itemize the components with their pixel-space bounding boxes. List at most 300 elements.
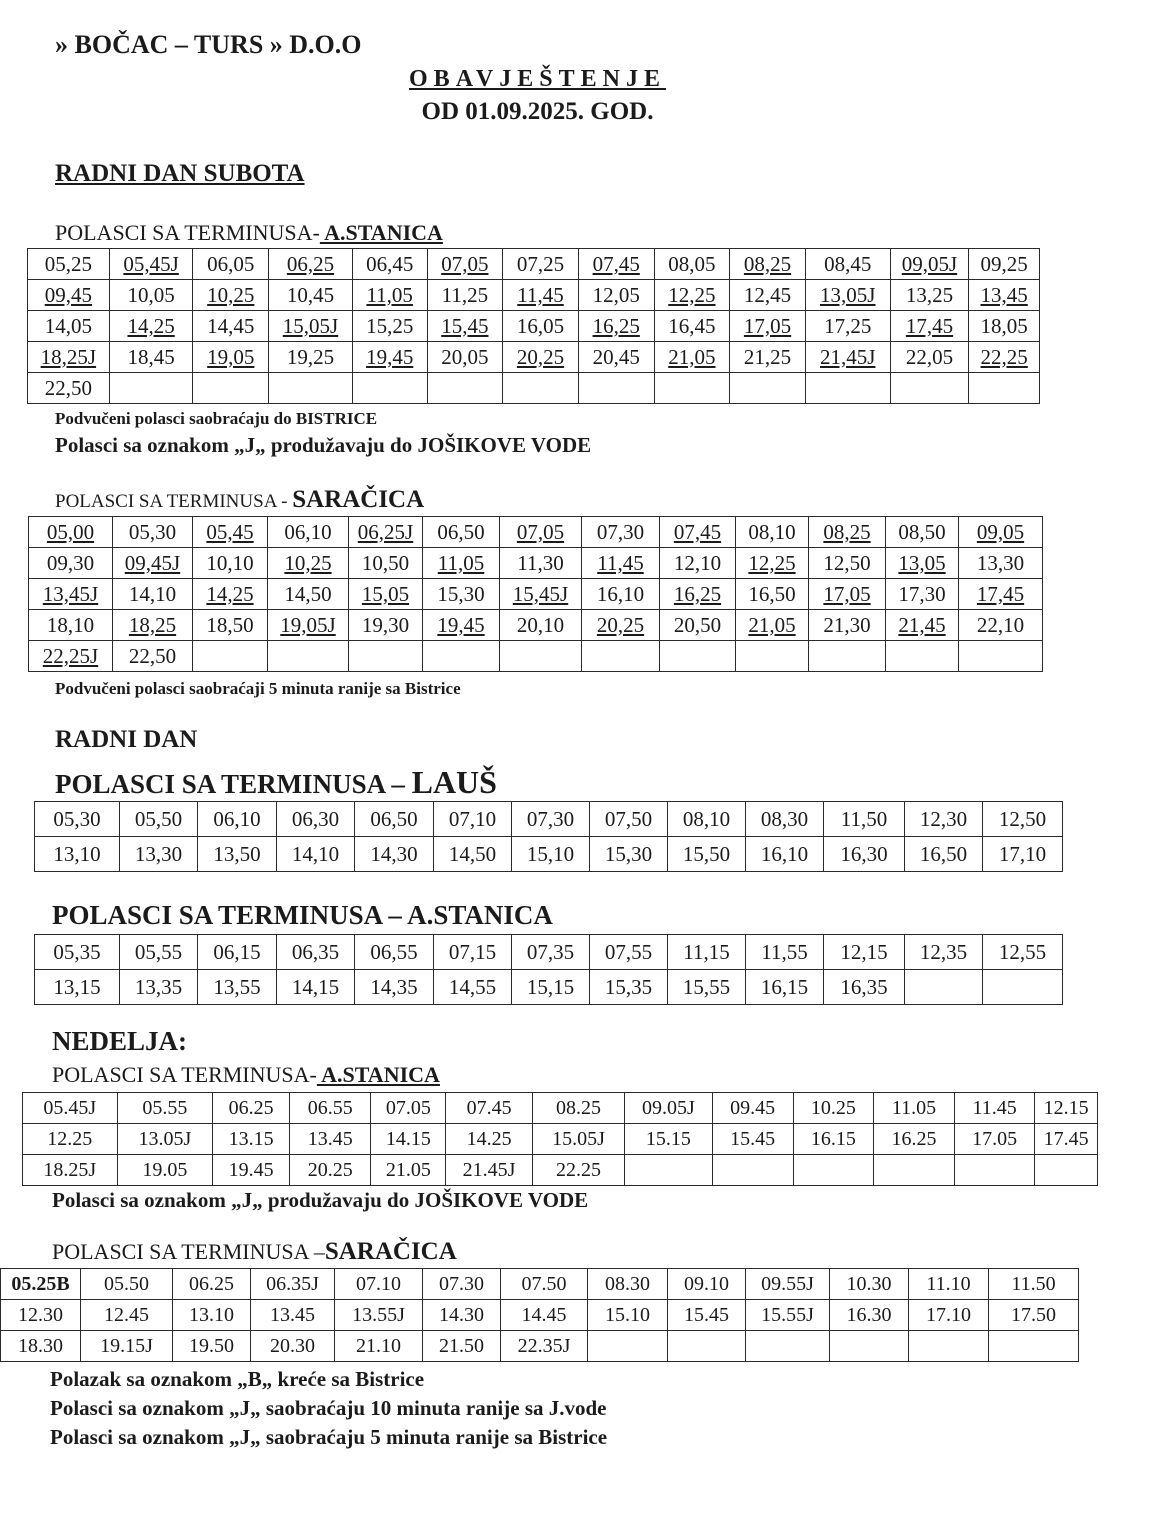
departure-time: 12.45 (104, 1303, 149, 1326)
departure-time-cell (588, 1331, 668, 1362)
timetable-saturday-saracica (28, 516, 1043, 672)
departure-time: 20.30 (270, 1334, 315, 1357)
departure-time: 09,30 (46, 550, 95, 575)
departure-time: 11.45 (972, 1096, 1017, 1119)
departure-time: 21,05 (748, 612, 796, 637)
departure-time: 16,10 (760, 841, 809, 866)
departure-time: 17.10 (926, 1303, 971, 1326)
departure-time-cell (824, 970, 905, 1005)
departure-time: 11,05 (366, 282, 413, 307)
departure-time: 18.25J (43, 1158, 97, 1181)
departure-time-cell (352, 342, 427, 373)
departure-time-cell (809, 641, 886, 672)
departure-time-cell (989, 1331, 1079, 1362)
section-heading-saturday: RADNI DAN SUBOTA (55, 160, 305, 187)
departure-time: 13.15 (228, 1127, 274, 1150)
departure-time: 07.05 (385, 1096, 431, 1119)
departure-time-cell (251, 1269, 335, 1300)
departure-time: 14,30 (370, 841, 418, 866)
departure-time-cell (736, 579, 809, 610)
departure-time: 13,45J (42, 581, 99, 606)
departure-time-cell (805, 342, 890, 373)
departure-time-cell (109, 249, 193, 280)
departure-time-cell (268, 579, 349, 610)
departure-time: 17,45 (976, 581, 1025, 606)
departure-time-cell (668, 970, 746, 1005)
departure-time-cell (113, 579, 193, 610)
departure-time-cell (193, 610, 268, 641)
departure-time-cell (668, 837, 746, 872)
departure-time-cell (959, 641, 1043, 672)
departure-time-cell (512, 970, 590, 1005)
timetable-workday-laus (34, 801, 1063, 872)
departure-time-cell (35, 970, 120, 1005)
departure-time: 05,00 (46, 519, 95, 544)
departure-time-cell (434, 935, 512, 970)
departure-time: 13,35 (134, 974, 183, 999)
timetable-row (35, 837, 1063, 872)
departure-time: 08,45 (824, 251, 872, 276)
departure-time: 06,55 (370, 939, 418, 964)
departure-time-cell (512, 837, 590, 872)
departure-time: 12,35 (919, 939, 968, 964)
departure-time: 20,10 (516, 612, 565, 637)
departure-time: 06,05 (207, 251, 255, 276)
departure-time-cell (277, 837, 355, 872)
departure-time: 12.30 (18, 1303, 63, 1326)
departure-time-cell (730, 373, 806, 404)
departure-time: 14,50 (448, 841, 497, 866)
departure-time-cell (427, 249, 503, 280)
departure-time: 21,45J (820, 344, 876, 369)
company-name: » BOČAC – TURS » D.O.O (55, 30, 362, 59)
departure-time: 21,25 (743, 344, 792, 369)
departure-time-cell (113, 517, 193, 548)
departure-time-cell (959, 610, 1043, 641)
departure-time: 13,30 (976, 550, 1025, 575)
timetable-row (28, 280, 1040, 311)
departure-time-cell (625, 1093, 712, 1124)
departure-time: 10,25 (284, 550, 332, 575)
departure-time-cell (746, 1331, 830, 1362)
timetable-row (29, 579, 1043, 610)
departure-time: 18,45 (127, 344, 175, 369)
departure-time: 10,05 (127, 282, 175, 307)
departure-time-cell (290, 1124, 371, 1155)
departure-time: 11,25 (441, 282, 489, 307)
departure-time-cell (736, 641, 809, 672)
departure-time-cell (654, 249, 730, 280)
departure-time: 16,10 (596, 581, 645, 606)
timetable-workday-astanica (34, 934, 1063, 1005)
departure-time-cell (193, 280, 269, 311)
departure-time-cell (434, 970, 512, 1005)
departure-time-cell (268, 641, 349, 672)
departure-time-cell (35, 802, 120, 837)
departure-time-cell (905, 935, 983, 970)
departure-time: 13.10 (189, 1303, 234, 1326)
departure-time-cell (532, 1093, 624, 1124)
departure-time-cell (590, 802, 668, 837)
departure-time-cell (349, 548, 423, 579)
departure-time-cell (989, 1300, 1079, 1331)
departure-time: 14.45 (521, 1303, 567, 1326)
departure-time: 19,45 (366, 344, 414, 369)
departure-time: 22,25J (42, 643, 99, 668)
departure-time: 09.10 (684, 1272, 729, 1295)
departure-time: 06,45 (366, 251, 414, 276)
departure-time-cell (909, 1331, 989, 1362)
departure-time-cell (113, 610, 193, 641)
departure-time-cell (746, 935, 824, 970)
departure-time-cell (578, 342, 654, 373)
departure-time: 10,45 (286, 282, 335, 307)
departure-time-cell (198, 802, 277, 837)
departure-time-cell (109, 342, 193, 373)
departure-time-cell (434, 802, 512, 837)
departure-time-cell (173, 1300, 251, 1331)
departure-time: 14,35 (370, 974, 418, 999)
departure-time: 11,05 (437, 550, 485, 575)
departure-time-cell (625, 1124, 712, 1155)
departure-time-cell (955, 1155, 1035, 1186)
departure-time: 08,25 (823, 519, 871, 544)
timetable-row (23, 1093, 1098, 1124)
departure-time: 11,55 (761, 939, 808, 964)
departure-time: 18,10 (46, 612, 95, 637)
departure-time: 13,55 (213, 974, 261, 999)
departure-time-cell (427, 311, 503, 342)
departure-time-cell (1, 1269, 81, 1300)
departure-time: 12,15 (840, 939, 888, 964)
departure-time: 14,25 (206, 581, 254, 606)
departure-time-cell (809, 517, 886, 548)
departure-time-cell (423, 1269, 501, 1300)
departure-time-cell (959, 548, 1043, 579)
departure-time: 12.15 (1043, 1096, 1089, 1119)
departure-time: 14.30 (439, 1303, 484, 1326)
departure-time-cell (434, 837, 512, 872)
departure-time-cell (1035, 1093, 1098, 1124)
departure-time-cell (28, 342, 110, 373)
departure-time-cell (120, 802, 198, 837)
departure-time: 20,25 (596, 612, 645, 637)
departure-time-cell (746, 970, 824, 1005)
departure-time-cell (503, 342, 579, 373)
departure-time-cell (117, 1155, 213, 1186)
departure-time-cell (268, 548, 349, 579)
departure-time: 21,45 (898, 612, 946, 637)
departure-time: 13,25 (905, 282, 954, 307)
departure-time: 19.45 (228, 1158, 274, 1181)
departure-time-cell (805, 373, 890, 404)
departure-time-cell (113, 641, 193, 672)
departure-time: 20,45 (592, 344, 640, 369)
departure-time-cell (268, 610, 349, 641)
departure-time-cell (427, 342, 503, 373)
departure-time: 14,25 (127, 313, 175, 338)
departure-time-cell (29, 610, 113, 641)
departure-time: 20,25 (516, 344, 565, 369)
departure-time: 12,45 (743, 282, 792, 307)
departure-time: 14,15 (291, 974, 340, 999)
departure-time: 08,30 (760, 806, 809, 831)
departure-time-cell (335, 1269, 423, 1300)
note-b-bistrica: Polazak sa oznakom „B„ kreće sa Bistrice (50, 1367, 425, 1391)
departure-time: 07,30 (596, 519, 645, 544)
departure-time: 06,25J (357, 519, 414, 544)
departure-time-cell (349, 610, 423, 641)
departure-time: 17,45 (905, 313, 954, 338)
departure-time: 05,35 (53, 939, 101, 964)
departure-time: 13,05J (820, 282, 876, 307)
departure-time: 22.35J (517, 1334, 571, 1357)
departure-time: 10.25 (810, 1096, 856, 1119)
departure-time-cell (335, 1331, 423, 1362)
departure-time-cell (890, 373, 969, 404)
departure-time-cell (500, 548, 582, 579)
departure-time-cell (578, 249, 654, 280)
departure-time-cell (824, 935, 905, 970)
departure-time-cell (654, 311, 730, 342)
departure-time: 19.15J (100, 1334, 153, 1357)
departure-time: 12,05 (592, 282, 640, 307)
departure-time-cell (668, 1331, 746, 1362)
departure-time-cell (886, 610, 959, 641)
departure-time-cell (117, 1124, 213, 1155)
departure-time-cell (193, 373, 269, 404)
departure-time-cell (500, 641, 582, 672)
departure-time-cell (423, 548, 500, 579)
departure-time: 15.15 (645, 1127, 691, 1150)
departure-time-cell (730, 342, 806, 373)
departure-time: 16,50 (748, 581, 796, 606)
departure-time-cell (352, 373, 427, 404)
departure-time-cell (582, 517, 660, 548)
departure-time: 09,05J (901, 251, 958, 276)
departure-time-cell (959, 579, 1043, 610)
departure-time-cell (809, 610, 886, 641)
departure-time-cell (269, 280, 353, 311)
notice-date: OD 01.09.2025. GOD. (421, 98, 654, 125)
departure-time: 09,05 (976, 519, 1025, 544)
departure-time-cell (746, 1300, 830, 1331)
departure-time: 18,25 (128, 612, 177, 637)
departure-time: 22,05 (905, 344, 954, 369)
departure-time: 07.45 (466, 1096, 512, 1119)
departure-time: 07.30 (439, 1272, 484, 1295)
departure-time: 21.45J (462, 1158, 516, 1181)
departure-time-cell (355, 935, 434, 970)
departure-time: 12.25 (47, 1127, 93, 1150)
departure-time: 11.10 (926, 1272, 971, 1295)
departure-time-cell (355, 970, 434, 1005)
departure-time: 05,25 (44, 251, 92, 276)
departure-time-cell (1, 1331, 81, 1362)
departure-time: 15.45 (684, 1303, 729, 1326)
departure-time-cell (805, 311, 890, 342)
departure-time: 15.45 (730, 1127, 776, 1150)
departure-time-cell (730, 249, 806, 280)
departure-time: 14.25 (466, 1127, 512, 1150)
departure-time: 08,05 (668, 251, 716, 276)
departure-time-cell (501, 1300, 588, 1331)
departure-time-cell (654, 342, 730, 373)
sunday-note-j-josikova-voda: Polasci sa oznakom „J„ produžavaju do JOŠIKOVE VODE (52, 1188, 589, 1212)
departure-time-cell (269, 249, 353, 280)
departure-time-cell (1, 1300, 81, 1331)
departure-time-cell (213, 1093, 290, 1124)
departure-time-cell (352, 249, 427, 280)
departure-time-cell (423, 1300, 501, 1331)
note-j-10min-jvode: Polasci sa oznakom „J„ saobraćaju 10 minuta ranije sa J.vode (50, 1396, 607, 1420)
departure-time: 16,25 (673, 581, 722, 606)
departure-time-cell (890, 342, 969, 373)
departure-time: 22,50 (128, 643, 177, 668)
departure-time-cell (793, 1093, 873, 1124)
departure-time: 05,45 (206, 519, 254, 544)
departure-time-cell (120, 970, 198, 1005)
departure-time: 12,25 (748, 550, 796, 575)
departure-time: 15,45 (441, 313, 489, 338)
departure-time: 09,45 (44, 282, 92, 307)
departure-time: 07,05 (441, 251, 489, 276)
departure-time-cell (501, 1331, 588, 1362)
departure-time-cell (335, 1300, 423, 1331)
departure-time-cell (905, 970, 983, 1005)
departure-time-cell (969, 280, 1040, 311)
departure-time: 16,50 (919, 841, 968, 866)
departure-time: 17,25 (824, 313, 872, 338)
departure-time-cell (28, 373, 110, 404)
departure-time-cell (668, 802, 746, 837)
departure-time-cell (1035, 1155, 1098, 1186)
departure-time-cell (290, 1093, 371, 1124)
departure-time: 08,10 (682, 806, 731, 831)
departure-time-cell (588, 1269, 668, 1300)
departure-time-cell (500, 610, 582, 641)
departure-time-cell (446, 1093, 532, 1124)
departure-time-cell (983, 837, 1063, 872)
departure-time-cell (277, 935, 355, 970)
departure-time-cell (290, 1155, 371, 1186)
departure-time: 21.05 (385, 1158, 431, 1181)
departure-time-cell (746, 1269, 830, 1300)
departure-time-cell (269, 342, 353, 373)
timetable-row (29, 610, 1043, 641)
departure-time: 07.10 (356, 1272, 401, 1295)
departure-time: 05.25B (11, 1272, 70, 1295)
departure-time: 07,50 (604, 806, 653, 831)
departure-time: 14,50 (284, 581, 332, 606)
departure-time-cell (81, 1331, 173, 1362)
departure-time-cell (746, 802, 824, 837)
departure-time: 14,55 (448, 974, 497, 999)
departure-time-cell (269, 373, 353, 404)
departure-time: 06,10 (213, 806, 261, 831)
departure-time-cell (736, 610, 809, 641)
departure-time: 15,30 (437, 581, 485, 606)
departure-time-cell (503, 249, 579, 280)
departure-time-cell (873, 1155, 954, 1186)
departure-time: 15.05J (552, 1127, 605, 1150)
departure-time-cell (660, 579, 736, 610)
timetable-row (29, 548, 1043, 579)
departure-time-cell (909, 1300, 989, 1331)
departure-time-cell (532, 1155, 624, 1186)
departure-time-cell (905, 837, 983, 872)
departure-time-cell (423, 579, 500, 610)
section-heading-workday: RADNI DAN (55, 726, 198, 753)
departure-time-cell (805, 249, 890, 280)
departure-time-cell (500, 517, 582, 548)
timetable-sunday-astanica (22, 1092, 1098, 1186)
departure-time: 20,05 (441, 344, 489, 369)
departure-time: 17,10 (998, 841, 1047, 866)
departure-time: 05,45J (123, 251, 179, 276)
departure-time-cell (193, 579, 268, 610)
departure-time: 15,05 (361, 581, 410, 606)
departure-time-cell (660, 641, 736, 672)
departure-time-cell (805, 280, 890, 311)
departure-time-cell (989, 1269, 1079, 1300)
departure-time-cell (81, 1300, 173, 1331)
departure-time: 06.25 (189, 1272, 234, 1295)
departure-time-cell (503, 280, 579, 311)
departure-time-cell (503, 311, 579, 342)
departure-time-cell (213, 1155, 290, 1186)
departure-time-cell (793, 1155, 873, 1186)
departure-time-cell (251, 1331, 335, 1362)
departure-time-cell (120, 935, 198, 970)
departure-time-cell (371, 1124, 446, 1155)
departure-time: 15,55 (682, 974, 731, 999)
timetable-row (29, 517, 1043, 548)
terminus-label-workday-astanica: POLASCI SA TERMINUSA – A.STANICA (52, 900, 553, 930)
departure-time-cell (109, 280, 193, 311)
departure-time-cell (23, 1093, 118, 1124)
timetable-row (28, 373, 1040, 404)
departure-time: 11,50 (840, 806, 888, 831)
departure-time-cell (905, 802, 983, 837)
departure-time-cell (35, 837, 120, 872)
departure-time: 10,25 (207, 282, 255, 307)
departure-time-cell (269, 311, 353, 342)
departure-time-cell (873, 1093, 954, 1124)
departure-time-cell (712, 1124, 793, 1155)
departure-time-cell (668, 1300, 746, 1331)
departure-time: 20,50 (673, 612, 722, 637)
notice-title: OBAVJEŠTENJE (409, 66, 666, 92)
terminus-label-saturday-astanica: POLASCI SA TERMINUSA- A.STANICA (55, 220, 443, 245)
departure-time: 15,10 (526, 841, 575, 866)
departure-time-cell (512, 935, 590, 970)
departure-time: 05.50 (104, 1272, 149, 1295)
departure-time: 06,25 (286, 251, 335, 276)
departure-time: 22,25 (980, 344, 1028, 369)
departure-time: 09.45 (730, 1096, 776, 1119)
departure-time: 14,10 (128, 581, 177, 606)
departure-time: 13.45 (270, 1303, 315, 1326)
departure-time: 16,25 (592, 313, 640, 338)
departure-time: 18.30 (18, 1334, 63, 1357)
departure-time: 12,10 (673, 550, 722, 575)
departure-time-cell (352, 280, 427, 311)
departure-time-cell (503, 373, 579, 404)
departure-time: 06,50 (437, 519, 485, 544)
timetable-row (35, 802, 1063, 837)
departure-time-cell (193, 342, 269, 373)
